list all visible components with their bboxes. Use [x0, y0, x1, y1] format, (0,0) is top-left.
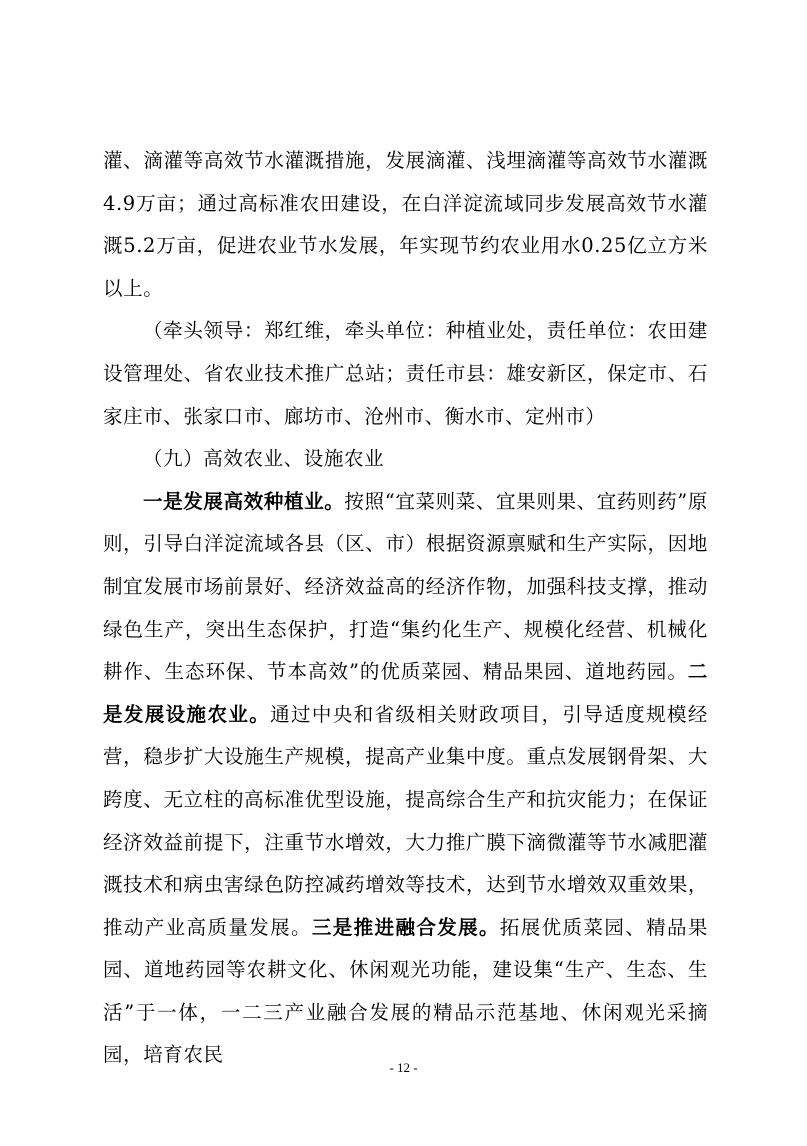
lead-facility-agriculture: 二是发展设施农业。	[103, 660, 708, 726]
paragraph-responsibility: （牵头领导：郑红维，牵头单位：种植业处，责任单位：农田建设管理处、省农业技术推广总站；责任市县：雄安新区，保定市、石家庄市、张家口市、廊坊市、沧州市、衡水市、定州市）	[103, 319, 708, 428]
lead-integrated-development: 三是推进融合发展。	[311, 915, 500, 939]
body-integrated-development: 拓展优质菜园、精品果园、道地药园等农耕文化、休闲观光功能，建设集“生产、生态、生活”于一体，一二三产业融合发展的精品示范基地、休闲观光采摘园，培育农民	[103, 915, 708, 1067]
body-facility-agriculture: 通过中央和省级相关财政项目，引导适度规模经营，稳步扩大设施生产规模，提高产业集中度。重点发展钢骨架、大跨度、无立柱的高标准优型设施，提高综合生产和抗灾能力；在保证经济效益前提下，注重节水增效，大力推广膜下滴微灌等节水减肥灌溉技术和病虫害绿色防控减药增效等技术，达到节水增效双重效果，推动产业高质量发展。	[103, 702, 708, 939]
lead-efficient-planting: 一是发展高效种植业。	[143, 489, 345, 513]
section-heading: （九）高效农业、设施农业	[143, 447, 385, 471]
paragraph-efficient-agriculture	[103, 481, 708, 1077]
page-number: - 12 -	[389, 1060, 418, 1075]
document-body	[103, 140, 708, 1077]
body-efficient-planting: 按照“宜菜则菜、宜果则果、宜药则药”原则，引导白洋淀流域各县（区、市）根据资源禀赋和生产实际，因地制宜发展市场前景好、经济效益高的经济作物，加强科技支撑，推动绿色生产，突出生态保护，打造“集约化生产、规模化经营、机械化耕作、生态环保、节本高效”的优质菜园、精品果园、道地药园。	[103, 489, 708, 684]
paragraph-irrigation: 灌、滴灌等高效节水灌溉措施，发展滴灌、浅埋滴灌等高效节水灌溉4.9万亩；通过高标准农田建设，在白洋淀流域同步发展高效节水灌溉5.2万亩，促进农业节水发展，年实现节约农业用水0.25亿立方米以上。	[103, 149, 708, 300]
